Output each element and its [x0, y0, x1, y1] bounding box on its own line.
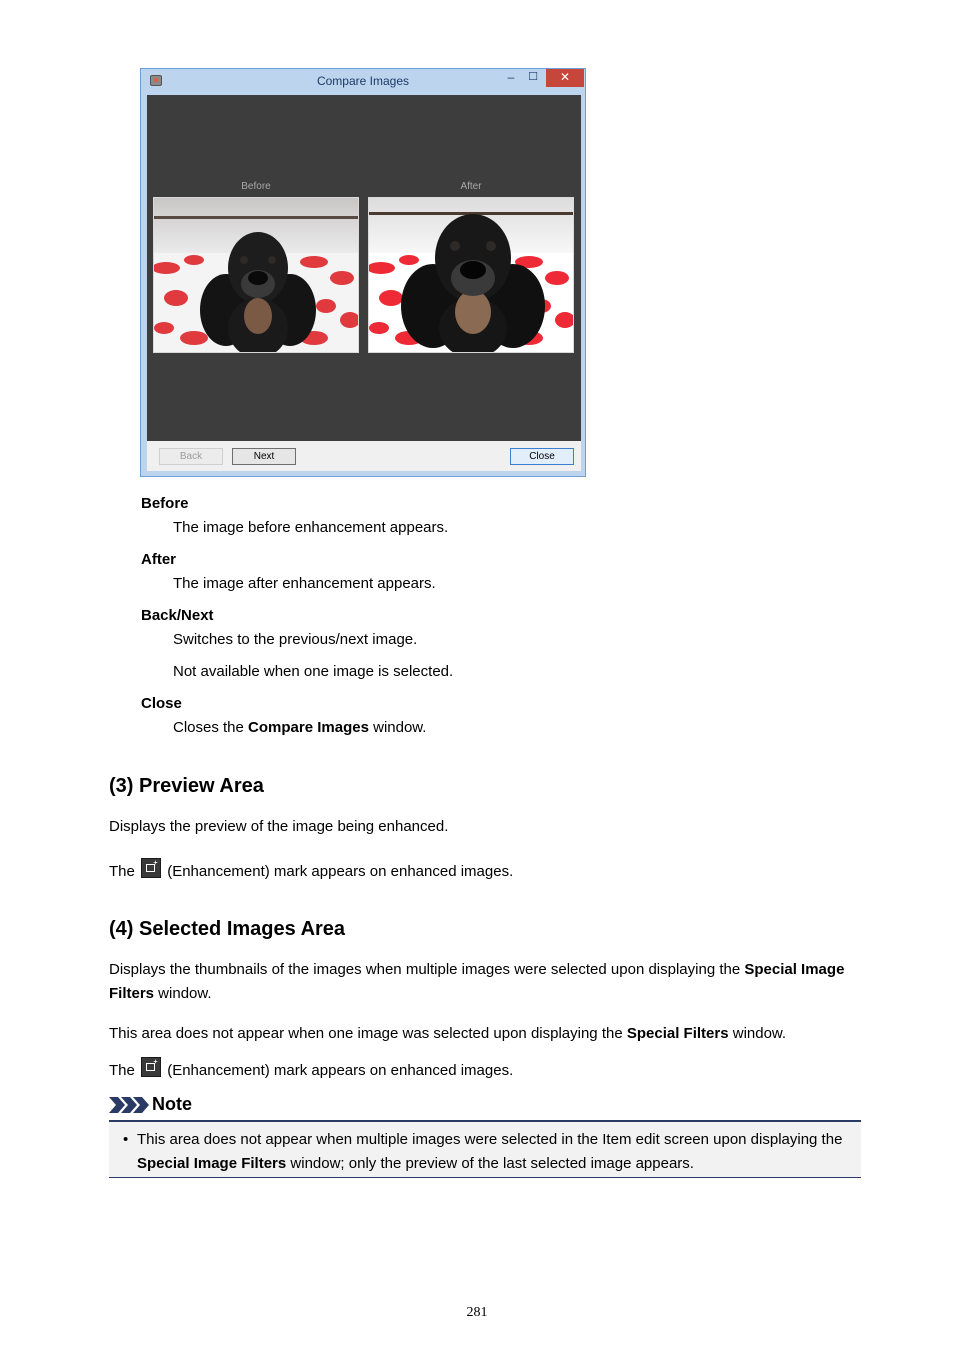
- desc-after: The image after enhancement appears.: [173, 575, 436, 592]
- note-arrows-icon: [109, 1097, 149, 1113]
- desc-back-next: Switches to the previous/next image.: [173, 631, 418, 648]
- desc-back-next-note: Not available when one image is selected.: [173, 663, 454, 680]
- minimize-icon[interactable]: –: [507, 70, 515, 84]
- enhancement-mark-icon: [141, 1057, 161, 1077]
- preview-area-heading: (3) Preview Area: [109, 775, 264, 797]
- term-after: After: [141, 551, 177, 568]
- preview-area-para: Displays the preview of the image being enhanced.: [109, 818, 449, 835]
- term-back-next: Back/Next: [141, 607, 214, 624]
- close-button[interactable]: Close: [510, 448, 574, 465]
- desc-close: Closes the Compare Images window.: [173, 719, 427, 736]
- next-button[interactable]: Next: [232, 448, 296, 465]
- note-text: This area does not appear when multiple images were selected in the Item edit screen upon displaying the Special Image Filters window; only the preview of the last selected image appears.: [137, 1131, 843, 1172]
- compare-area: [147, 95, 581, 441]
- selected-area-para2: This area does not appear when one image was selected upon displaying the Special Filters window.: [109, 1025, 787, 1042]
- selected-area-mark-para: The (Enhancement) mark appears on enhanced images.: [109, 1057, 859, 1083]
- close-icon[interactable]: ✕: [546, 69, 584, 87]
- window-titlebar[interactable]: [141, 69, 585, 95]
- note-bullet: •: [123, 1131, 129, 1148]
- before-image: [153, 197, 359, 353]
- window-title: Compare Images: [316, 74, 410, 88]
- note-box: [109, 1120, 861, 1178]
- compare-images-window: [140, 68, 586, 477]
- preview-area-mark-para: The (Enhancement) mark appears on enhanced images.: [109, 858, 859, 884]
- note-title: Note: [152, 1094, 192, 1114]
- back-button[interactable]: Back: [159, 448, 223, 465]
- window-footer: [147, 441, 581, 471]
- page-number: 281: [466, 1305, 488, 1320]
- desc-before: The image before enhancement appears.: [173, 519, 449, 536]
- term-close: Close: [141, 695, 182, 712]
- after-label: After: [460, 181, 482, 192]
- after-image: [368, 197, 574, 353]
- selected-area-para1: Displays the thumbnails of the images when multiple images were selected upon displaying the Special Image Filters window.: [109, 961, 845, 1002]
- maximize-icon[interactable]: ☐: [528, 71, 538, 83]
- selected-area-heading: (4) Selected Images Area: [109, 918, 346, 940]
- enhancement-mark-icon: [141, 858, 161, 878]
- before-label: Before: [241, 181, 271, 192]
- term-before: Before: [141, 495, 189, 512]
